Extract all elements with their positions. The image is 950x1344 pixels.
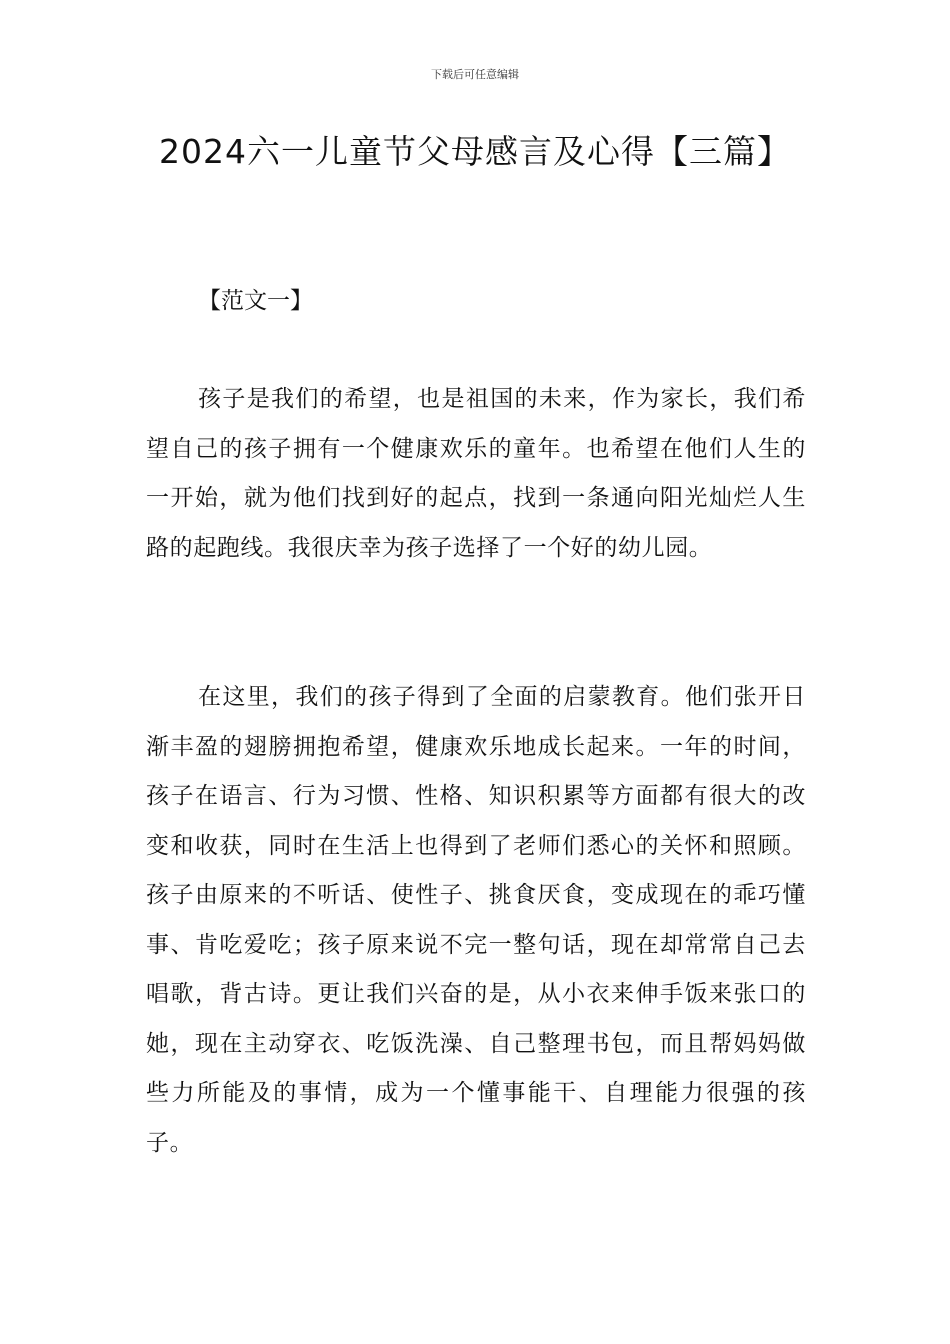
document-title: 2024六一儿童节父母感言及心得【三篇】 (159, 132, 791, 171)
section-label: 【范文一】 (198, 288, 313, 314)
header-note: 下载后可任意编辑 (431, 68, 519, 81)
body-paragraph-1: 孩子是我们的希望，也是祖国的未来，作为家长，我们希望自己的孩子拥有一个健康欢乐的童年。也希望在他们人生的一开始，就为他们找到好的起点，找到一条通向阳光灿烂人生路的起跑线。我很庆幸为孩子选择了一个好的幼儿园。 (146, 386, 806, 561)
body-paragraph-2: 在这里，我们的孩子得到了全面的启蒙教育。他们张开日渐丰盈的翅膀拥抱希望，健康欢乐地成长起来。一年的时间，孩子在语言、行为习惯、性格、知识积累等方面都有很大的改变和收获，同时在生活上也得到了老师们悉心的关怀和照顾。孩子由原来的不听话、使性子、挑食厌食，变成现在的乖巧懂事、肯吃爱吃；孩子原来说不完一整句话，现在却常常自己去唱歌，背古诗。更让我们兴奋的是，从小衣来伸手饭来张口的她，现在主动穿衣、吃饭洗澡、自己整理书包，而且帮妈妈做些力所能及的事情，成为一个懂事能干、自理能力很强的孩子。 (146, 684, 806, 1156)
